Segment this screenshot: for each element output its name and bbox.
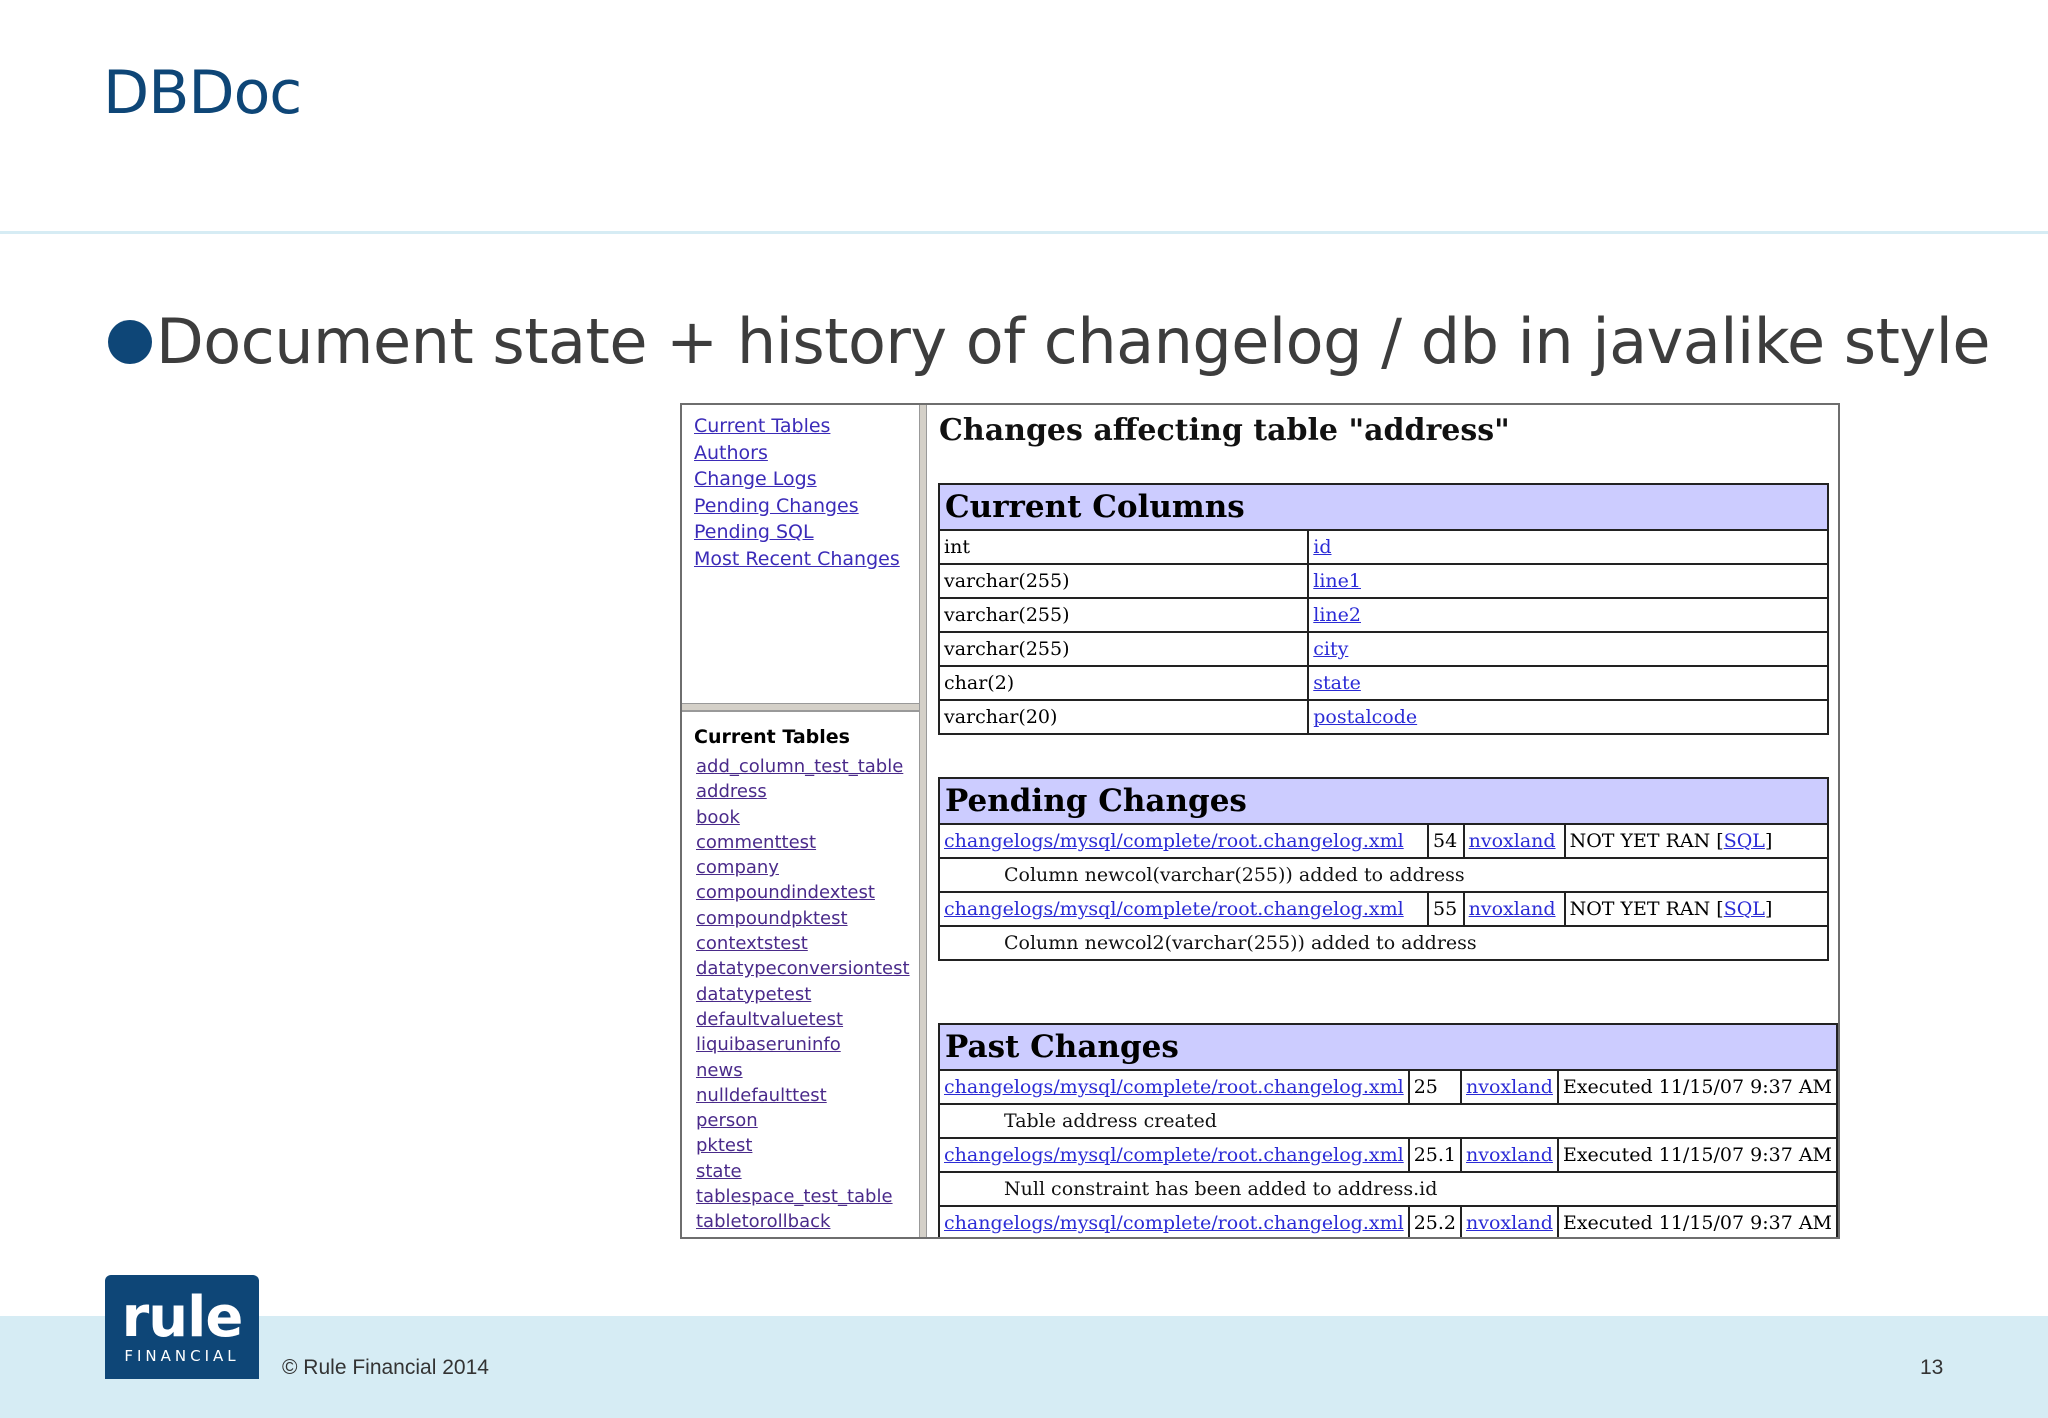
changeset-id: 25 <box>1409 1070 1461 1104</box>
column-type: char(2) <box>939 666 1308 700</box>
table-link[interactable]: address <box>696 781 767 803</box>
table-link[interactable]: tablespace_test_table <box>696 1186 893 1208</box>
changeset-id: 54 <box>1428 824 1464 858</box>
column-name-link[interactable]: state <box>1313 672 1361 694</box>
table-link[interactable]: commenttest <box>696 831 817 853</box>
current-columns-header: Current Columns <box>939 484 1828 530</box>
column-name-cell <box>1308 700 1828 734</box>
change-description-row <box>939 926 1828 960</box>
author-cell <box>1461 1138 1558 1172</box>
changelog-file-cell <box>939 1070 1409 1104</box>
table-link[interactable]: defaultvaluetest <box>696 1008 844 1030</box>
bullet-point <box>108 305 1990 378</box>
column-type: varchar(20) <box>939 700 1308 734</box>
change-description-row <box>939 858 1828 892</box>
changelog-file-cell <box>939 1206 1409 1239</box>
table-link[interactable]: news <box>696 1059 743 1081</box>
nav-link[interactable]: Change Logs <box>694 468 817 490</box>
column-name-cell <box>1308 632 1828 666</box>
table-link[interactable]: pktest <box>696 1135 753 1157</box>
table-link[interactable]: state <box>696 1160 742 1182</box>
bullet-text: Document state + history of changelog / db in javalike style <box>156 305 1990 378</box>
change-description-row <box>939 1172 1837 1206</box>
sql-link[interactable]: SQL <box>1723 898 1765 920</box>
sql-link[interactable]: SQL <box>1723 830 1765 852</box>
pending-changes-header: Pending Changes <box>939 778 1828 824</box>
frame-splitter-horizontal[interactable] <box>682 703 919 711</box>
status-text: NOT YET RAN [ <box>1569 830 1724 852</box>
page-heading: Changes affecting table "address" <box>939 413 1510 448</box>
change-description: Column newcol(varchar(255)) added to address <box>939 858 1828 892</box>
changelog-file-cell <box>939 824 1428 858</box>
column-row <box>939 530 1828 564</box>
changeset-id: 25.2 <box>1409 1206 1461 1239</box>
column-name-link[interactable]: postalcode <box>1313 706 1418 728</box>
column-type: varchar(255) <box>939 564 1308 598</box>
dbdoc-screenshot <box>680 403 1840 1239</box>
title-divider <box>0 231 2048 234</box>
page-number: 13 <box>1920 1356 1944 1379</box>
nav-link[interactable]: Pending SQL <box>694 521 814 543</box>
table-link[interactable]: tabletorollback <box>696 1211 831 1233</box>
changeset-id: 55 <box>1428 892 1464 926</box>
column-type: varchar(255) <box>939 632 1308 666</box>
change-row <box>939 1138 1837 1172</box>
author-link[interactable]: nvoxland <box>1466 1076 1553 1098</box>
nav-links <box>694 413 900 572</box>
table-link[interactable]: company <box>696 857 779 879</box>
column-row <box>939 700 1828 734</box>
table-link[interactable]: nulldefaulttest <box>696 1084 827 1106</box>
logo-wordmark: rule <box>121 1285 243 1350</box>
changeset-id: 25.1 <box>1409 1138 1461 1172</box>
change-description: Table address created <box>939 1104 1837 1138</box>
column-row <box>939 598 1828 632</box>
column-row <box>939 666 1828 700</box>
column-row <box>939 632 1828 666</box>
table-link[interactable]: add_column_test_table <box>696 756 904 777</box>
changelog-file-link[interactable]: changelogs/mysql/complete/root.changelog.xml <box>944 1076 1404 1098</box>
column-name-link[interactable]: id <box>1313 536 1332 558</box>
table-link[interactable]: datatypetest <box>696 983 812 1005</box>
nav-frame-bottom <box>682 711 920 1239</box>
changelog-file-link[interactable]: changelogs/mysql/complete/root.changelog.xml <box>944 1144 1404 1166</box>
nav-frame-top <box>682 405 920 705</box>
author-link[interactable]: nvoxland <box>1466 1144 1553 1166</box>
table-link[interactable]: compoundindextest <box>696 882 875 904</box>
slide-title: DBDoc <box>103 58 302 128</box>
changelog-file-link[interactable]: changelogs/mysql/complete/root.changelog.xml <box>944 898 1404 920</box>
table-link[interactable]: datatypeconversiontest <box>696 958 910 980</box>
nav-link[interactable]: Pending Changes <box>694 494 859 517</box>
table-link[interactable]: liquibaseruninfo <box>696 1034 841 1056</box>
frame-splitter-vertical[interactable] <box>919 405 927 1239</box>
column-name-link[interactable]: city <box>1313 638 1349 660</box>
nav-link[interactable]: Current Tables <box>694 415 831 437</box>
author-cell <box>1461 1206 1558 1239</box>
tables-heading: Current Tables <box>694 726 850 748</box>
status-cell <box>1558 1206 1837 1239</box>
author-link[interactable]: nvoxland <box>1468 898 1556 920</box>
status-cell <box>1558 1138 1837 1172</box>
content-frame <box>927 405 1840 1239</box>
column-name-cell <box>1308 666 1828 700</box>
column-name-cell <box>1308 598 1828 632</box>
author-link[interactable]: nvoxland <box>1466 1212 1553 1234</box>
status-text: NOT YET RAN [ <box>1569 898 1724 920</box>
past-changes-header: Past Changes <box>939 1024 1837 1070</box>
changelog-file-cell <box>939 892 1428 926</box>
column-name-cell <box>1308 530 1828 564</box>
changelog-file-link[interactable]: changelogs/mysql/complete/root.changelog.xml <box>944 1212 1404 1234</box>
column-type: int <box>939 530 1308 564</box>
author-link[interactable]: nvoxland <box>1468 830 1556 852</box>
author-cell <box>1461 1070 1558 1104</box>
change-row <box>939 1070 1837 1104</box>
nav-link[interactable]: Authors <box>694 441 768 464</box>
table-link[interactable]: contextstest <box>696 933 808 955</box>
nav-link[interactable]: Most Recent Changes <box>694 547 900 570</box>
status-text: Executed 11/15/07 9:37 AM <box>1562 1212 1832 1234</box>
past-changes-table <box>938 1023 1838 1239</box>
change-row <box>939 1206 1837 1239</box>
column-name-link[interactable]: line2 <box>1313 604 1361 626</box>
status-text: Executed 11/15/07 9:37 AM <box>1562 1076 1832 1098</box>
table-link[interactable]: person <box>696 1110 758 1132</box>
change-row <box>939 824 1828 858</box>
current-columns-table <box>938 483 1829 735</box>
status-cell <box>1558 1070 1837 1104</box>
bullet-dot-icon <box>108 320 152 364</box>
column-name-link[interactable]: line1 <box>1313 570 1361 592</box>
pending-changes-table <box>938 777 1829 961</box>
status-text: Executed 11/15/07 9:37 AM <box>1562 1144 1832 1166</box>
change-description-row <box>939 1104 1837 1138</box>
change-description: Column newcol2(varchar(255)) added to address <box>939 926 1828 960</box>
column-name-cell <box>1308 564 1828 598</box>
copyright-text: © Rule Financial 2014 <box>282 1356 489 1379</box>
status-cell <box>1565 892 1828 926</box>
status-bracket: ] <box>1764 830 1773 852</box>
author-cell <box>1464 824 1565 858</box>
status-cell <box>1565 824 1828 858</box>
table-link[interactable]: book <box>696 806 740 828</box>
table-link[interactable]: compoundpktest <box>696 907 848 929</box>
changelog-file-cell <box>939 1138 1409 1172</box>
status-bracket: ] <box>1764 898 1773 920</box>
logo-subtitle: FINANCIAL <box>124 1347 240 1365</box>
author-cell <box>1464 892 1565 926</box>
table-links <box>696 754 910 1235</box>
change-row <box>939 892 1828 926</box>
change-description: Null constraint has been added to address.id <box>939 1172 1837 1206</box>
changelog-file-link[interactable]: changelogs/mysql/complete/root.changelog.xml <box>944 830 1404 852</box>
column-type: varchar(255) <box>939 598 1308 632</box>
column-row <box>939 564 1828 598</box>
rule-financial-logo <box>105 1275 259 1379</box>
